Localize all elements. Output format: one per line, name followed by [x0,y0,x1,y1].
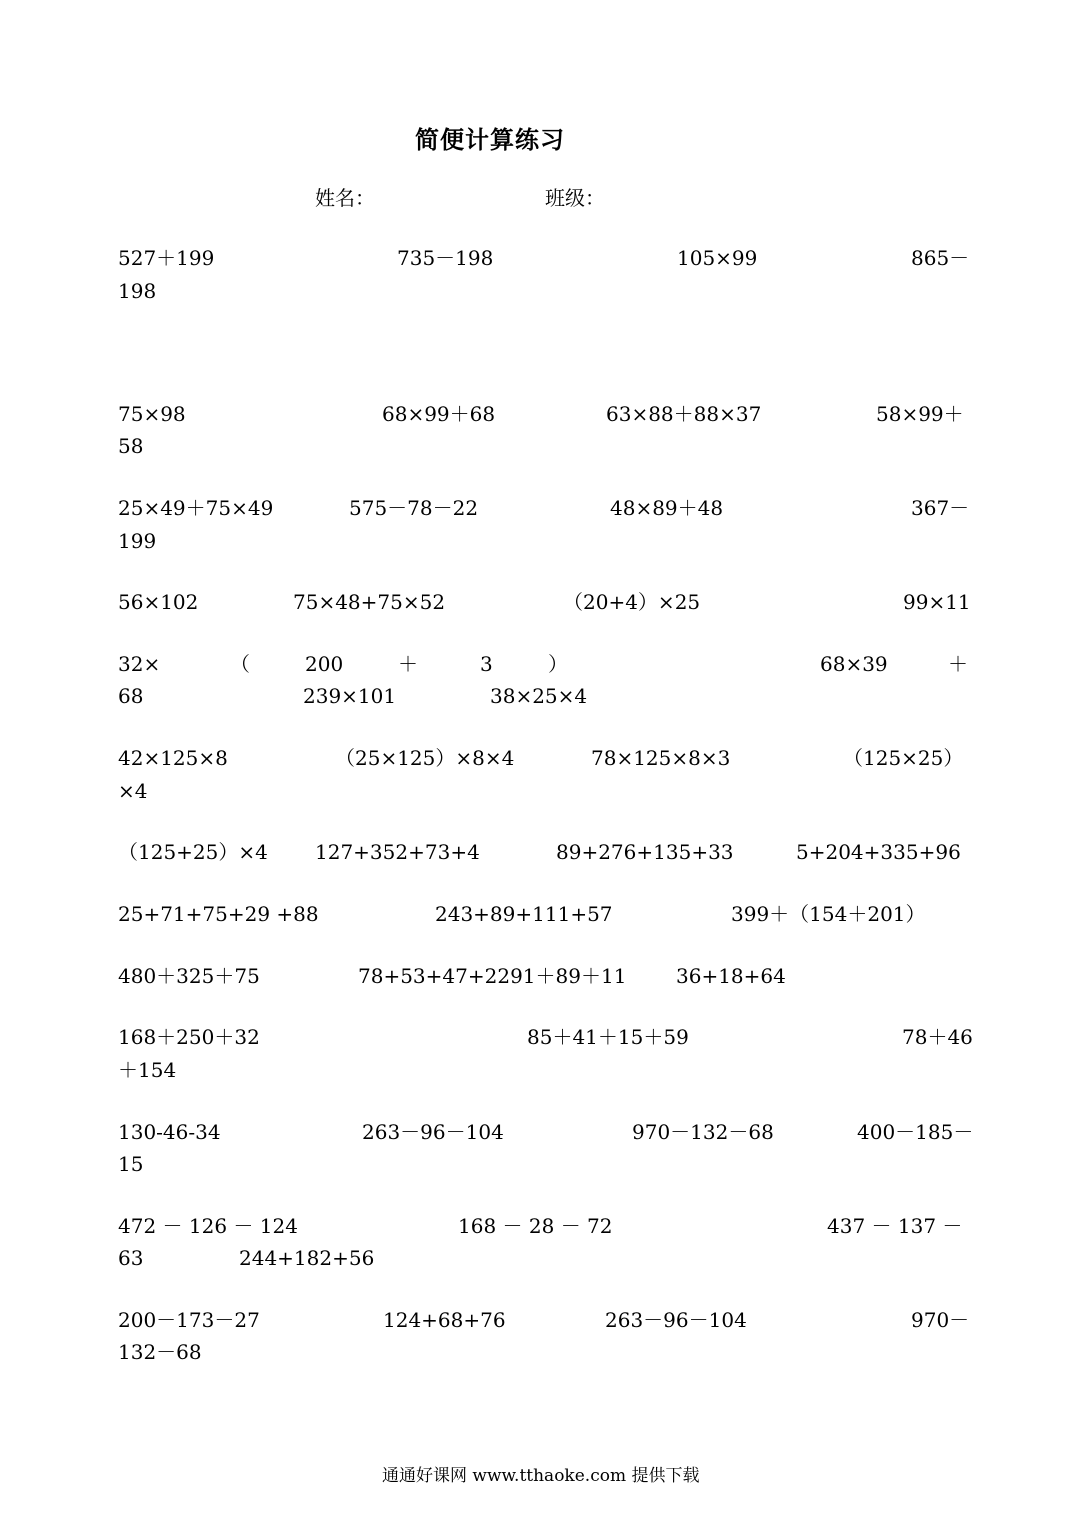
problem: ×4 [118,779,148,803]
problem: 42×125×8 [118,746,228,770]
problem: 200－173－27 [118,1308,260,1332]
problem: 25×49＋75×49 [118,496,274,520]
problem: 78＋46 [902,1025,973,1049]
problem: 15 [118,1152,144,1176]
problem: ＋ [948,652,968,676]
problem: 130-46-34 [118,1120,221,1144]
problem: 85＋41＋15＋59 [527,1025,689,1049]
problem: ＋ [398,652,418,676]
problem: 56×102 [118,590,199,614]
problem: 58×99＋ [876,402,964,426]
problem: 735－198 [397,246,494,270]
problem: （125×25） [843,746,964,770]
problem: 400－185－ [857,1120,974,1144]
problem: 527＋199 [118,246,215,270]
problem: 263－96－104 [362,1120,504,1144]
problem: 63 [118,1246,144,1270]
problem: 78+53+47+2291＋89＋11 [358,964,627,988]
problem: 243+89+111+57 [435,902,613,926]
problem: 200 [305,652,344,676]
problem: 244+182+56 [239,1246,375,1270]
problem: 480＋325＋75 [118,964,260,988]
problem: （25×125）×8×4 [335,746,515,770]
problem: 239×101 [303,684,397,708]
problem: 399＋（154＋201） [731,902,926,926]
problem: （125+25）×4 [118,840,268,864]
problem: 437 － 137 － [827,1214,963,1238]
problem: 32× [118,652,161,676]
problem: 63×88＋88×37 [606,402,762,426]
problem: 75×98 [118,402,186,426]
problem: 38×25×4 [490,684,588,708]
problem: 127+352+73+4 [315,840,480,864]
problem: 68 [118,684,144,708]
problem: 5+204+335+96 [796,840,961,864]
problem: 75×48+75×52 [293,590,446,614]
problem: 78×125×8×3 [591,746,731,770]
problem: 263－96－104 [605,1308,747,1332]
problem: 25+71+75+29 +88 [118,902,319,926]
problem: 168 － 28 － 72 [458,1214,613,1238]
footer-credit: 通通好课网 www.tthaoke.com 提供下载 [382,1466,700,1486]
problem: 970－ [911,1308,970,1332]
class-label: 班级： [545,186,605,210]
problem: 472 － 126 － 124 [118,1214,298,1238]
problem: 68×39 [820,652,888,676]
problem: 105×99 [677,246,758,270]
problem: ） [548,652,568,676]
problem: 132－68 [118,1340,202,1364]
page-title: 简便计算练习 [415,125,565,154]
name-label: 姓名： [315,186,375,210]
problem: 48×89＋48 [610,496,724,520]
problem: 367－ [911,496,970,520]
problem: 124+68+76 [383,1308,506,1332]
problem: 575－78－22 [349,496,479,520]
problem: 168＋250＋32 [118,1025,260,1049]
problem: 99×11 [903,590,971,614]
problem: 58 [118,434,144,458]
problem: 89+276+135+33 [556,840,734,864]
problem: 3 [480,652,493,676]
problem: 970－132－68 [632,1120,774,1144]
problem: 865－ [911,246,970,270]
problem: 68×99＋68 [382,402,496,426]
problem: （20+4）×25 [563,590,701,614]
problem: 198 [118,279,157,303]
problem: （ [230,652,250,676]
problem: 36+18+64 [676,964,786,988]
problem: 199 [118,529,157,553]
problem: ＋154 [118,1058,177,1082]
